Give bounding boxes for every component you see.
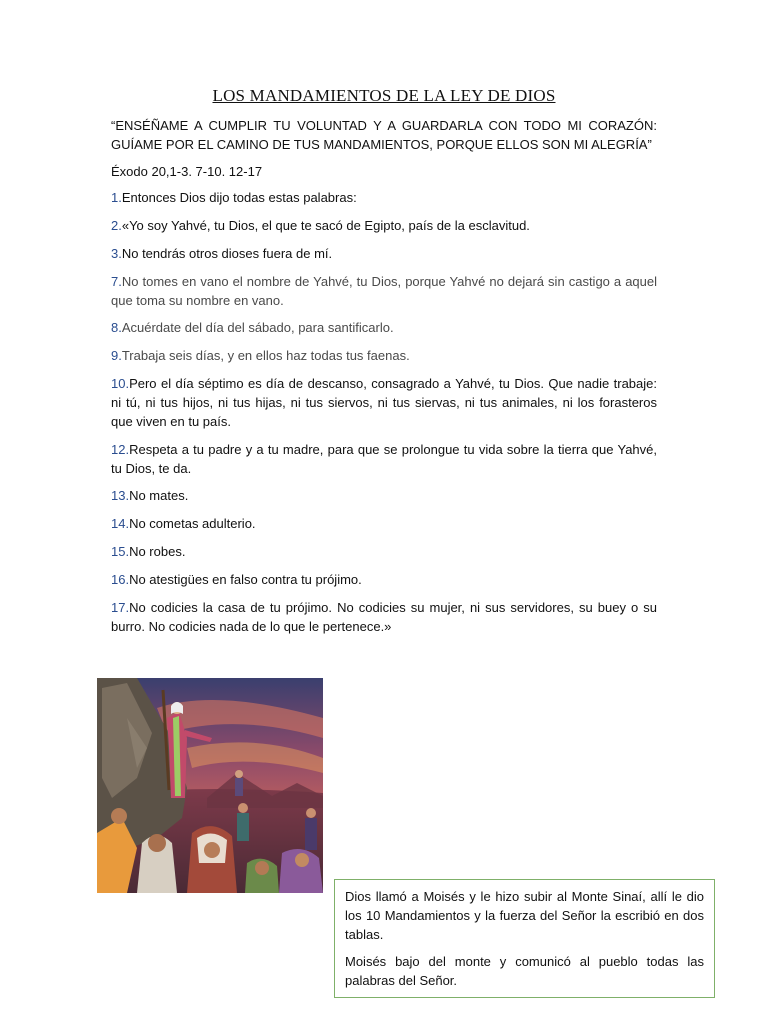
verse-number: 16.	[111, 572, 130, 587]
note-paragraph-1: Dios llamó a Moisés y le hizo subir al Monte Sinaí, allí le dio los 10 Mandamientos y la fuerza del Señor la escribió en dos tablas.	[345, 889, 704, 942]
verse-2	[111, 216, 657, 235]
verse-text: No codicies la casa de tu prójimo. No codicies su mujer, ni sus servidores, su buey o su burro. No codicies nada de lo que le pertenece.»	[111, 600, 657, 634]
verse-number: 7.	[111, 274, 122, 289]
note-box	[334, 879, 715, 998]
verse-3	[111, 244, 657, 263]
opening-quote	[111, 116, 657, 154]
verse-9	[111, 346, 657, 365]
verse-text: Trabaja seis días, y en ellos haz todas tus faenas.	[121, 348, 410, 363]
verse-text: Acuérdate del día del sábado, para santificarlo.	[121, 320, 394, 335]
verse-text: No cometas adulterio.	[129, 516, 256, 531]
verse-8	[111, 318, 657, 337]
verse-number: 8.	[111, 320, 122, 335]
verse-text: No robes.	[129, 544, 186, 559]
verse-1	[111, 188, 657, 207]
verse-7	[111, 272, 657, 310]
verse-14	[111, 514, 657, 533]
verse-number: 10.	[111, 376, 130, 391]
verse-text: No mates.	[129, 488, 189, 503]
quote-text: “ENSÉÑAME A CUMPLIR TU VOLUNTAD Y A GUARDARLA CON TODO MI CORAZÓN: GUÍAME POR EL CAMINO DE TUS MANDAMIENTOS, PORQUE ELLOS SON MI ALEGRÍA”	[111, 118, 657, 152]
verse-number: 17.	[111, 600, 130, 615]
verse-text: No tendrás otros dioses fuera de mí.	[121, 246, 333, 261]
verse-10	[111, 374, 657, 431]
verse-number: 15.	[111, 544, 130, 559]
verse-12	[111, 440, 657, 478]
moses-sinai-illustration	[97, 678, 323, 893]
verse-13	[111, 486, 657, 505]
verse-15	[111, 542, 657, 561]
verse-text: No atestigües en falso contra tu prójimo.	[129, 572, 362, 587]
verse-number: 13.	[111, 488, 130, 503]
verse-number: 3.	[111, 246, 122, 261]
verse-text: Pero el día séptimo es día de descanso, consagrado a Yahvé, tu Dios. Que nadie trabaje: ni tú, ni tus hijos, ni tus hijas, ni tus siervos, ni tus siervas, ni tus animales, ni los forasteros que viven en tu país.	[111, 376, 657, 429]
verse-text: No tomes en vano el nombre de Yahvé, tu Dios, porque Yahvé no dejará sin castigo a aquel que toma su nombre en vano.	[111, 274, 657, 308]
verse-number: 14.	[111, 516, 130, 531]
verse-17	[111, 598, 657, 636]
verse-number: 12.	[111, 442, 130, 457]
verse-number: 2.	[111, 218, 122, 233]
verse-text: «Yo soy Yahvé, tu Dios, el que te sacó de Egipto, país de la esclavitud.	[121, 218, 530, 233]
verse-number: 1.	[111, 190, 122, 205]
verse-16	[111, 570, 657, 589]
verse-text: Entonces Dios dijo todas estas palabras:	[121, 190, 357, 205]
verse-number: 9.	[111, 348, 122, 363]
note-paragraph-2: Moisés bajo del monte y comunicó al pueblo todas las palabras del Señor.	[345, 954, 704, 988]
verse-text: Respeta a tu padre y a tu madre, para que se prolongue tu vida sobre la tierra que Yahvé, tu Dios, te da.	[111, 442, 657, 476]
reference-text: Éxodo 20,1-3. 7-10. 12-17	[111, 164, 263, 179]
scripture-reference	[111, 162, 657, 181]
page-title: LOS MANDAMIENTOS DE LA LEY DE DIOS	[212, 86, 556, 105]
